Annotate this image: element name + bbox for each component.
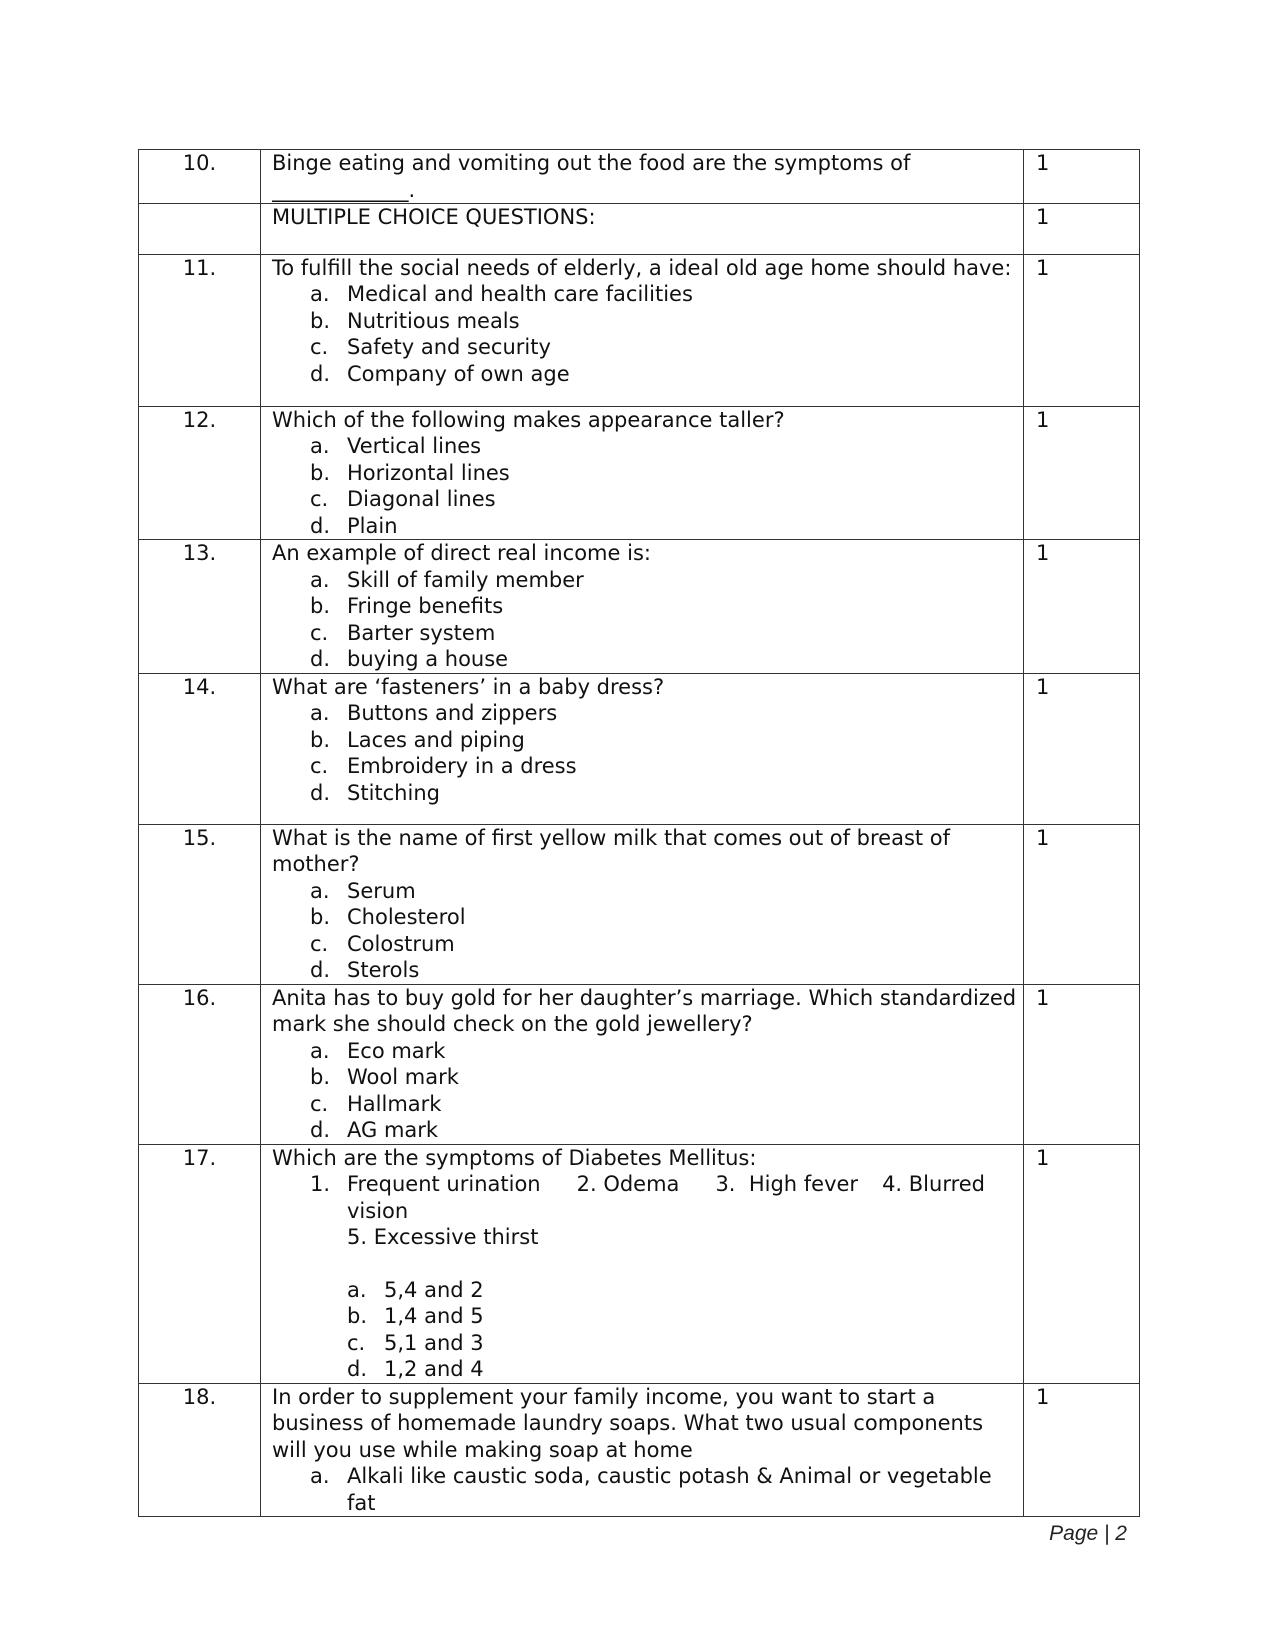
option-item <box>272 361 1019 388</box>
option-label: b. <box>310 594 331 618</box>
option-text: Vertical lines <box>347 434 482 458</box>
question-marks: 1 <box>1024 1383 1140 1517</box>
option-label: d. <box>310 513 331 538</box>
question-row <box>139 540 1140 674</box>
option-text: AG mark <box>347 1118 439 1142</box>
option-text: Buttons and zippers <box>347 701 558 725</box>
option-item <box>272 957 1019 984</box>
question-text: An example of direct real income is: <box>272 541 651 565</box>
option-text: Sterols <box>347 958 420 982</box>
option-text: 5,4 and 2 <box>384 1277 484 1302</box>
question-marks: 1 <box>1024 824 1140 984</box>
symptom-label: 1. <box>310 1172 331 1196</box>
option-item <box>272 1330 1019 1357</box>
option-item <box>272 513 1019 540</box>
option-label: c. <box>310 1091 329 1116</box>
option-item <box>272 1091 1019 1118</box>
question-text: To fulfill the social needs of elderly, a ideal old age home should have: <box>272 255 1012 280</box>
option-text: Plain <box>347 513 398 538</box>
option-label: c. <box>310 620 329 645</box>
option-item <box>272 1463 1019 1516</box>
option-text: 1,4 and 5 <box>384 1304 484 1328</box>
option-item <box>272 646 1019 673</box>
option-text: Barter system <box>347 620 496 645</box>
question-marks: 1 <box>1024 254 1140 406</box>
option-text: 5,1 and 3 <box>384 1330 484 1355</box>
question-number: 12. <box>139 406 261 540</box>
question-marks: 1 <box>1024 1144 1140 1383</box>
option-item <box>272 281 1019 308</box>
question-number: 13. <box>139 540 261 674</box>
option-label: d. <box>310 780 331 805</box>
option-text: 1,2 and 4 <box>384 1357 484 1381</box>
symptom-list <box>272 1171 1019 1224</box>
option-label: b. <box>310 460 331 485</box>
question-text: Which are the symptoms of Diabetes Mellitus: <box>272 1145 757 1170</box>
symptom-item: Frequent urination <box>347 1172 541 1196</box>
option-text: Embroidery in a dress <box>347 754 577 778</box>
option-item <box>272 1064 1019 1091</box>
option-label: c. <box>310 487 329 511</box>
question-marks: 1 <box>1024 984 1140 1144</box>
question-cell <box>261 824 1024 984</box>
option-label: c. <box>347 1330 366 1355</box>
question-row <box>139 254 1140 406</box>
question-number: 16. <box>139 984 261 1144</box>
option-item <box>272 620 1019 647</box>
question-row <box>139 1383 1140 1517</box>
option-text: Laces and piping <box>347 727 525 752</box>
option-label: a. <box>310 567 330 592</box>
question-text: What is the name of first yellow milk that comes out of breast of mother? <box>272 825 951 876</box>
question-text: MULTIPLE CHOICE QUESTIONS: <box>272 204 596 229</box>
question-text: In order to supplement your family income, you want to start a business of homemade laundry soaps. What two usual components will you use while making soap at home <box>272 1384 984 1462</box>
question-marks: 1 <box>1024 150 1140 204</box>
option-text: Skill of family member <box>347 567 584 592</box>
option-text: Diagonal lines <box>347 487 496 511</box>
option-text: Horizontal lines <box>347 460 510 485</box>
option-text: Wool mark <box>347 1065 459 1089</box>
option-item <box>272 753 1019 780</box>
option-item <box>272 1038 1019 1065</box>
option-item <box>272 700 1019 727</box>
question-marks: 1 <box>1024 203 1140 254</box>
option-label: d. <box>310 958 331 982</box>
option-item <box>272 878 1019 905</box>
option-text: Safety and security <box>347 335 551 359</box>
question-cell <box>261 540 1024 674</box>
option-label: b. <box>310 727 331 752</box>
question-cell <box>261 150 1024 204</box>
question-cell <box>261 203 1024 254</box>
option-text: Company of own age <box>347 361 570 386</box>
option-text: Cholesterol <box>347 905 466 929</box>
question-text: Anita has to buy gold for her daughter’s marriage. Which standardized mark she should check on the gold jewellery? <box>272 985 1017 1036</box>
option-text: Alkali like caustic soda, caustic potash & Animal or vegetable fat <box>347 1464 992 1515</box>
question-number: 11. <box>139 254 261 406</box>
option-item <box>272 904 1019 931</box>
question-table <box>138 149 1140 1517</box>
question-row <box>139 673 1140 824</box>
option-text: Fringe benefits <box>347 594 504 618</box>
option-item <box>272 727 1019 754</box>
page-number: Page | 2 <box>1049 1522 1127 1545</box>
option-label: c. <box>310 335 329 359</box>
option-label: a. <box>310 282 330 306</box>
option-item <box>272 1117 1019 1144</box>
option-label: a. <box>310 878 330 903</box>
question-number: 10. <box>139 150 261 204</box>
question-marks: 1 <box>1024 406 1140 540</box>
question-row <box>139 203 1140 254</box>
symptom-items <box>347 1171 987 1224</box>
question-text: Binge eating and vomiting out the food are the symptoms of <box>272 151 911 175</box>
option-text: Hallmark <box>347 1091 442 1116</box>
question-row <box>139 406 1140 540</box>
option-item <box>272 931 1019 958</box>
option-text: Colostrum <box>347 931 455 956</box>
question-row <box>139 824 1140 984</box>
symptom-item: vision <box>347 1198 409 1223</box>
option-item <box>272 780 1019 807</box>
option-item <box>272 593 1019 620</box>
option-label: a. <box>347 1277 367 1302</box>
question-number: 18. <box>139 1383 261 1517</box>
option-label: b. <box>347 1304 368 1328</box>
option-label: a. <box>310 701 330 725</box>
option-label: a. <box>310 1464 330 1488</box>
option-item <box>272 1303 1019 1330</box>
spacer <box>272 1251 1019 1277</box>
option-text: Serum <box>347 878 416 903</box>
question-row <box>139 1144 1140 1383</box>
symptom-item: 2. Odema <box>576 1172 680 1196</box>
question-text: Which of the following makes appearance taller? <box>272 407 785 432</box>
option-label: b. <box>310 905 331 929</box>
question-text: What are ‘fasteners’ in a baby dress? <box>272 674 665 699</box>
question-marks: 1 <box>1024 673 1140 824</box>
question-cell <box>261 984 1024 1144</box>
option-label: a. <box>310 434 330 458</box>
question-row <box>139 984 1140 1144</box>
option-item <box>272 460 1019 487</box>
option-item <box>272 1356 1019 1383</box>
question-number: 17. <box>139 1144 261 1383</box>
question-number: 15. <box>139 824 261 984</box>
option-label: d. <box>347 1357 368 1381</box>
question-cell <box>261 673 1024 824</box>
option-item <box>272 308 1019 335</box>
option-text: Medical and health care facilities <box>347 282 693 306</box>
symptom-item: 3. High fever <box>715 1172 859 1196</box>
option-label: b. <box>310 1065 331 1089</box>
question-marks: 1 <box>1024 540 1140 674</box>
option-text: Nutritious meals <box>347 308 520 333</box>
option-label: c. <box>310 931 329 956</box>
option-label: d. <box>310 647 331 671</box>
question-cell <box>261 406 1024 540</box>
question-cell <box>261 254 1024 406</box>
answer-blank: _____________. <box>272 177 416 202</box>
symptom-item: 5. Excessive thirst <box>347 1225 539 1249</box>
option-text: Eco mark <box>347 1038 446 1063</box>
option-item <box>272 567 1019 594</box>
option-label: d. <box>310 1118 331 1142</box>
option-item <box>272 334 1019 361</box>
question-cell <box>261 1144 1024 1383</box>
option-item <box>272 486 1019 513</box>
option-label: d. <box>310 361 331 386</box>
option-text: buying a house <box>347 647 509 671</box>
option-label: a. <box>310 1038 330 1063</box>
option-label: c. <box>310 754 329 778</box>
question-row <box>139 150 1140 204</box>
question-cell <box>261 1383 1024 1517</box>
question-number <box>139 203 261 254</box>
option-label: b. <box>310 308 331 333</box>
option-text: Stitching <box>347 780 440 805</box>
symptom-item: 4. Blurred <box>882 1172 986 1196</box>
question-number: 14. <box>139 673 261 824</box>
option-item <box>272 1277 1019 1304</box>
option-item <box>272 433 1019 460</box>
